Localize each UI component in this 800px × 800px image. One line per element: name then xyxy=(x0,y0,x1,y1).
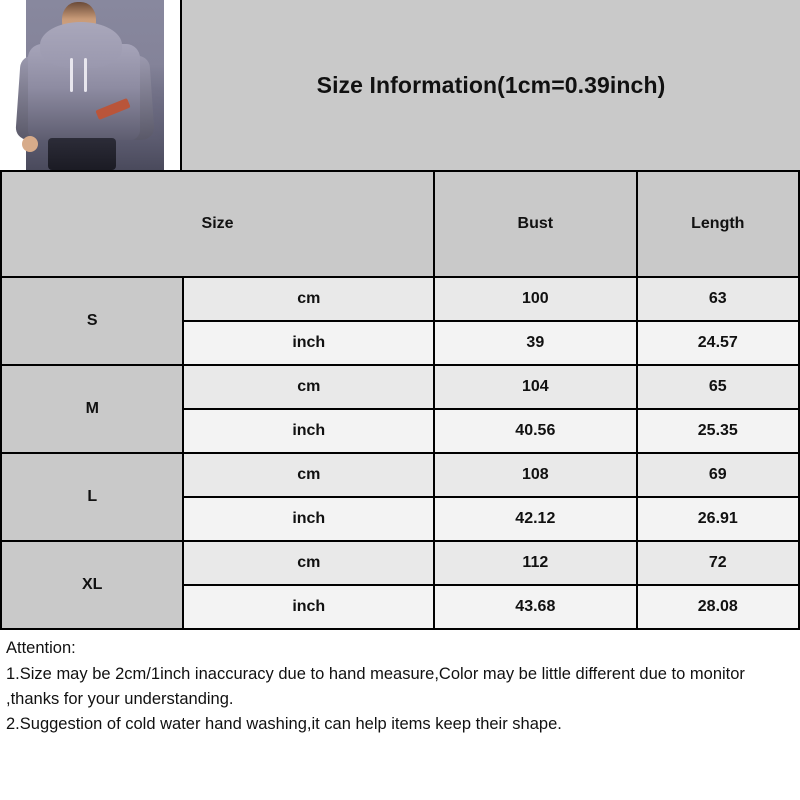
header-band xyxy=(0,0,800,170)
length-inch-s: 24.57 xyxy=(637,321,799,365)
unit-inch: inch xyxy=(183,585,434,629)
bust-cm-l: 108 xyxy=(434,453,637,497)
bust-inch-m: 40.56 xyxy=(434,409,637,453)
length-inch-l: 26.91 xyxy=(637,497,799,541)
bust-inch-s: 39 xyxy=(434,321,637,365)
unit-cm: cm xyxy=(183,277,434,321)
attention-line-1: 1.Size may be 2cm/1inch inaccuracy due to hand measure,Color may be little different due to monitor ,thanks for your understanding. xyxy=(6,664,745,708)
unit-inch: inch xyxy=(183,409,434,453)
column-header-length: Length xyxy=(637,171,799,277)
attention-heading: Attention: xyxy=(6,639,76,657)
page-title xyxy=(182,0,800,170)
photo-bg-right xyxy=(164,0,180,170)
unit-cm: cm xyxy=(183,453,434,497)
unit-cm: cm xyxy=(183,365,434,409)
table-row xyxy=(1,365,799,409)
length-cm-s: 63 xyxy=(637,277,799,321)
attention-line-2: 2.Suggestion of cold water hand washing,it can help items keep their shape. xyxy=(6,715,562,734)
bust-inch-xl: 43.68 xyxy=(434,585,637,629)
column-header-size: Size xyxy=(1,171,434,277)
hoodie-hood xyxy=(40,22,122,68)
size-label-xl: XL xyxy=(1,541,183,629)
unit-inch: inch xyxy=(183,497,434,541)
hoodie-drawstring-right xyxy=(84,58,87,92)
model-legs xyxy=(48,138,116,170)
table-row xyxy=(1,277,799,321)
page-title-text: Size Information(1cm=0.39inch) xyxy=(316,71,666,98)
length-inch-m: 25.35 xyxy=(637,409,799,453)
length-cm-m: 65 xyxy=(637,365,799,409)
size-label-s: S xyxy=(1,277,183,365)
size-label-l: L xyxy=(1,453,183,541)
table-row xyxy=(1,541,799,585)
length-cm-xl: 72 xyxy=(637,541,799,585)
bust-cm-s: 100 xyxy=(434,277,637,321)
bust-inch-l: 42.12 xyxy=(434,497,637,541)
column-header-bust: Bust xyxy=(434,171,637,277)
model-hand xyxy=(22,136,38,152)
product-photo-image xyxy=(0,0,180,170)
length-inch-xl: 28.08 xyxy=(637,585,799,629)
unit-cm: cm xyxy=(183,541,434,585)
bust-cm-m: 104 xyxy=(434,365,637,409)
product-photo xyxy=(0,0,182,170)
table-row xyxy=(1,453,799,497)
bust-cm-xl: 112 xyxy=(434,541,637,585)
size-table xyxy=(0,170,800,630)
attention-section xyxy=(0,630,800,737)
size-label-m: M xyxy=(1,365,183,453)
length-cm-l: 69 xyxy=(637,453,799,497)
unit-inch: inch xyxy=(183,321,434,365)
hoodie-drawstring-left xyxy=(70,58,73,92)
table-header-row xyxy=(1,171,799,277)
